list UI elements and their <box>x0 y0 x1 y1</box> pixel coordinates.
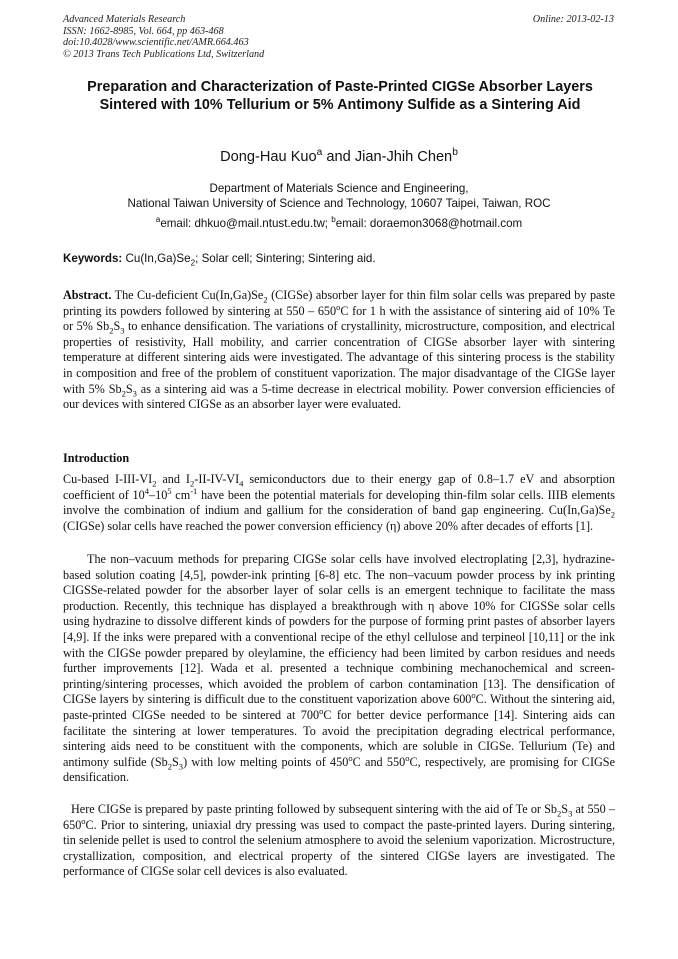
emails <box>0 217 678 230</box>
author-affil-marker: a <box>316 147 323 159</box>
online-date: Online: 2013-02-13 <box>532 14 614 25</box>
section-heading: Introduction <box>63 451 130 465</box>
author-conjunction: and <box>322 149 355 165</box>
abstract-label: Abstract. <box>63 288 112 302</box>
intro-paragraph: The non–vacuum methods for preparing CIGSe solar cells have involved electroplating [2,3], hydrazine-based solution coating [4,5], powder-ink printing [6-8] etc. The non–vacuum powder process by ink printing CIGSSe-related powder for the absorber layer of solar cells is an emergent technique to facilitate the mass production. Recently, this technique has displayed a breakthrough with η above 10% for CIGSSe solar cells using hydrazine to dissolve different kinds of powders for the purpose of forming print pastes of absorber layers [4,9]. If the inks were prepared with a conventional recipe of the ethyl cellulose and terpineol [10,11] or the ink with the CIGSe powder prepared by oleylamine, the efficiency had been limited by carbon residues and needs further improvements [12]. Wada et al. presented a technique combining mechanochemical and screen-printing/sintering processes, which avoided the problem of carbon contamination [13]. The densification of CIGSe layers by sintering is difficult due to the constituent vaporization above 600$^o$C. Without the sintering aid, paste-printed CIGSe needed to be sintered at 700$^o$C for better device performance [14]. Sintering aids can facilitate the sintering at lower temperatures. To avoid the precipitation degrading electrical performance, sintering aids need to be constituent with the components, which are soluble in CIGSe. Tellurium (Te) and antimony sulfide $(Sb_2S_3)$ with low melting points of 450$^o$C and 550$^o$C, respectively, are promising for CIGSe densification. <box>63 552 615 785</box>
keywords-label: Keywords: <box>63 252 123 265</box>
journal-name: Advanced Materials Research <box>63 14 186 25</box>
copyright-line: © 2013 Trans Tech Publications Ltd, Switzerland <box>63 48 265 60</box>
affiliation-department: Department of Materials Science and Engineering, <box>209 182 469 195</box>
affiliation-university: National Taiwan University of Science and Technology, 10607 Taipei, Taiwan, ROC <box>127 196 551 210</box>
authors <box>0 149 678 165</box>
author-affil-marker: b <box>452 147 458 159</box>
email-marker: b <box>331 215 336 225</box>
issn-line: ISSN: 1662-8985, Vol. 664, pp 463-468 <box>63 25 224 37</box>
keywords: Keywords: $Cu(In,Ga)Se_2$; Solar cell; Sintering; Sintering aid. <box>63 252 376 268</box>
doi-line: doi:10.4028/www.scientific.net/AMR.664.463 <box>63 37 249 49</box>
email-marker: a <box>155 215 161 225</box>
author-name: Jian-Jhih Chen <box>354 149 453 165</box>
author-name: Dong-Hau Kuo <box>220 149 317 165</box>
keywords-list: Solar cell; Sintering; Sintering aid. <box>201 252 376 265</box>
email-a: email: dhkuo@mail.ntust.edu.tw; <box>160 217 332 230</box>
affiliation <box>0 182 678 211</box>
journal-header <box>63 14 264 60</box>
abstract: Abstract. The Cu-deficient $Cu(In,Ga)Se_2$ (CIGSe) absorber layer for thin film solar cells was prepared by paste printing its powders followed by sintering at 550 – 650$^o$C for 1 h with the assistance of sintering aid of 10% Te or 5% $Sb_2S_3$ to enhance densification. The variations of crystallinity, microstructure, composition, and electrical properties of resistivity, Hall mobility, and carrier concentration of CIGSe absorber layer with sintering temperature at different sintering aids were investigated. The advantage of this sintering process is the stability in composition and free of the problem of constituent vaporization. The major disadvantage of the CIGSe layer with 5% $Sb_2S_3$ as a sintering aid was a 5-time decrease in electrical mobility. Power conversion efficiencies of our devices with sintered CIGSe as an absorber layer were evaluated. <box>63 288 615 412</box>
email-b: email: doraemon3068@hotmail.com <box>335 217 523 230</box>
intro-paragraph: Here CIGSe is prepared by paste printing followed by subsequent sintering with the aid of Te or $Sb_2S_3$ at 550 – 650$^o$C. Prior to sintering, uniaxial dry pressing was used to compact the paste-printed layers. During sintering, tin selenide pellet is used to control the selenium atmosphere to avoid the selenium vaporization. Microstructure, crystallization, composition, and electrical property of the sintered CIGSe layers are investigated. The performance of CIGSe solar cell devices is also evaluated. <box>63 802 616 879</box>
intro-paragraph: Cu-based $I-III-VI_2$ and $I_2-II-IV-VI_4$ semiconductors due to their energy gap of 0.8–1.7 eV and absorption coefficient of $10^4-10^5$ $cm^{-1}$ have been the potential materials for developing thin-film solar cells. IIIB elements involve the combination of indium and gallium for the consideration of band gap engineering. $Cu(In,Ga)Se_2$ (CIGSe) solar cells have reached the power conversion efficiency (η) above 20% after decades of efforts [1]. <box>63 472 615 533</box>
paper-title: Preparation and Characterization of Paste-Printed CIGSe Absorber Layers Sintered with 10% Tellurium or 5% Antimony Sulfide as a Sintering Aid <box>87 79 593 113</box>
